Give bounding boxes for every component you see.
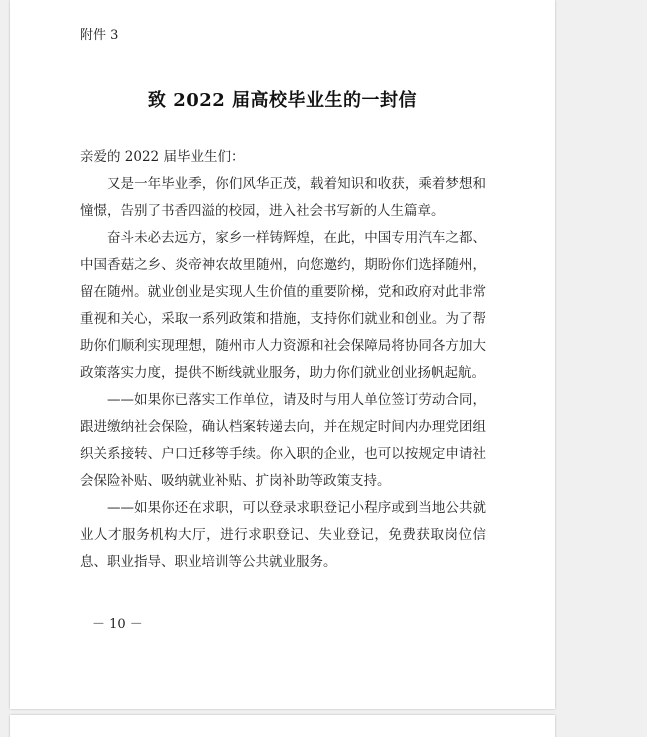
letter-title: 致 2022 届高校毕业生的一封信 bbox=[147, 90, 418, 111]
document-page bbox=[10, 0, 555, 709]
next-document-page bbox=[10, 715, 555, 737]
paragraph: ——如果你已落实工作单位，请及时与用人单位签订劳动合同，跟进缴纳社会保险，确认档案转递去向，并在规定时间内办理党团组织关系接转、户口迁移等手续。你入职的企业，也可以按规定申请社会保险补贴、吸纳就业补贴、扩岗补助等政策支持。 bbox=[80, 392, 486, 489]
paragraph: ——如果你还在求职，可以登录求职登记小程序或到当地公共就业人才服务机构大厅，进行求职登记、失业登记，免费获取岗位信息、职业指导、职业培训等公共就业服务。 bbox=[80, 500, 486, 570]
page-number: － 10 － bbox=[92, 617, 143, 632]
letter-body bbox=[80, 144, 486, 576]
attachment-label: 附件 3 bbox=[80, 28, 119, 43]
salutation: 亲爱的 2022 届毕业生们： bbox=[80, 149, 245, 165]
paragraph: 奋斗未必去远方，家乡一样铸辉煌，在此，中国专用汽车之都、中国香菇之乡、炎帝神农故里随州，向您邀约，期盼你们选择随州，留在随州。就业创业是实现人生价值的重要阶梯，党和政府对此非常重视和关心，采取一系列政策和措施，支持你们就业和创业。为了帮助你们顺利实现理想，随州市人力资源和社会保障局将协同各方加大政策落实力度，提供不断线就业服务，助力你们就业创业扬帆起航。 bbox=[80, 230, 486, 381]
paragraph: 又是一年毕业季，你们风华正茂，载着知识和收获，乘着梦想和憧憬，告别了书香四溢的校园，进入社会书写新的人生篇章。 bbox=[80, 176, 486, 219]
